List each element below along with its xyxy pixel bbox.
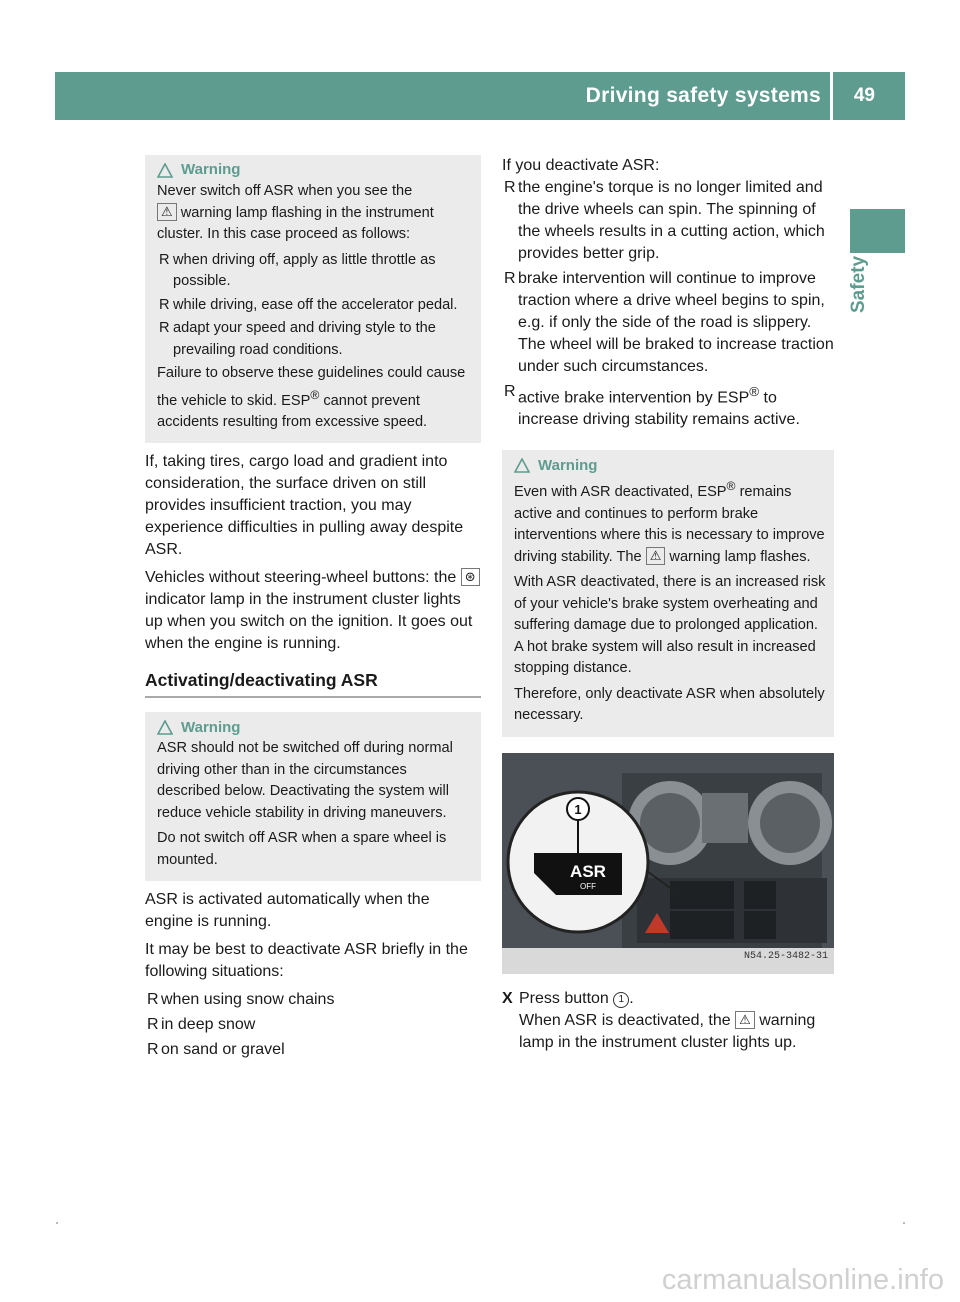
warning-text: Even with ASR deactivated, ESP® remains active and continues to perform brake interventions where this is necessary to improve driving stability. The ⚠ warning lamp flashes.: [514, 479, 825, 565]
section-title: Driving safety systems: [585, 84, 821, 107]
asr-button-sublabel: OFF: [580, 881, 596, 891]
warning-lamp-icon: ⚠: [735, 1011, 755, 1029]
paragraph: If you deactivate ASR:: [502, 157, 660, 174]
warning-title: Warning: [181, 718, 241, 736]
warning-title: Warning: [181, 161, 241, 179]
warning-triangle-icon: [157, 720, 173, 735]
warning-heading: [157, 159, 473, 181]
chapter-tab: [850, 209, 905, 253]
step-marker-icon: X: [502, 989, 513, 1007]
bullet-icon: R: [147, 1016, 159, 1034]
dashboard-figure: [502, 753, 834, 974]
bullet-icon: R: [147, 1041, 159, 1059]
left-column: [145, 155, 481, 1064]
warning-heading: [157, 716, 473, 738]
callout-ref: 1: [613, 992, 629, 1008]
header-divider: [830, 72, 833, 120]
warning-text: With ASR deactivated, there is an increased risk of your vehicle's brake system overheating and suffering damage due to prolonged application. A hot brake system will also result in increased stopping distance.: [514, 574, 826, 677]
page-header: [55, 72, 905, 120]
asr-button-label: ASR: [570, 861, 606, 881]
page-number: 49: [853, 85, 875, 106]
warning-box: [502, 450, 834, 736]
bullet-icon: R: [159, 251, 170, 268]
list-item: R active brake intervention by ESP® to increase driving stability remains active.: [502, 381, 834, 431]
paragraph: Vehicles without steering-wheel buttons: the ⊛ indicator lamp in the instrument cluster lights up when you switch on the ignition. It goes out when the engine is running.: [145, 567, 481, 655]
list-item: R the engine's torque is no longer limited and the drive wheels can spin. The spinning of the wheels results in a cutting action, which provides better grip.: [502, 177, 834, 265]
instruction-text: Press button 1 .: [519, 989, 634, 1007]
warning-title: Warning: [538, 456, 598, 474]
list-item: R brake intervention will continue to improve traction where a drive wheel begins to spin, e.g. if only the side of the road is slippery. The wheel will be braked to increase traction under such circumstances.: [502, 268, 834, 378]
bullet-icon: R: [504, 270, 516, 287]
warning-box: [145, 155, 481, 443]
warning-text: ASR should not be switched off during normal driving other than in the circumstances described below. Deactivating the system will reduce vehicle stability in driving maneuvers.: [157, 740, 453, 821]
warning-text: Therefore, only deactivate ASR when absolutely necessary.: [514, 685, 825, 724]
bullet-icon: R: [159, 320, 170, 336]
warning-heading: [514, 454, 826, 476]
warning-box: [145, 712, 481, 881]
list-item: R adapt your speed and driving style to the prevailing road conditions.: [157, 318, 473, 361]
warning-lamp-icon: ⚠: [646, 547, 666, 565]
warning-text: Failure to observe these guidelines could cause the vehicle to skid. ESP® cannot prevent accidents resulting from excessive speed.: [157, 365, 466, 430]
figure-code: N54.25-3482-31: [743, 950, 828, 962]
warning-triangle-icon: [157, 163, 173, 178]
crop-mark: [903, 1222, 905, 1224]
callout-number: 1: [574, 801, 582, 817]
watermark: carmanualsonline.info: [661, 1264, 944, 1296]
list-item: R on sand or gravel: [145, 1039, 481, 1061]
warning-lamp-icon: ⚠: [157, 203, 177, 221]
list-item: R when using snow chains: [145, 989, 481, 1011]
chapter-label: Safety: [848, 256, 869, 314]
bullet-icon: R: [504, 383, 516, 400]
instruction-step: [502, 988, 834, 1054]
right-column: [502, 155, 834, 1054]
asr-indicator-icon: ⊛: [461, 568, 480, 586]
warning-text: Never switch off ASR when you see the ⚠ warning lamp flashing in the instrument cluster. In this case proceed as follows:: [157, 183, 434, 242]
list-item: R while driving, ease off the accelerator pedal.: [157, 295, 473, 317]
paragraph: If, taking tires, cargo load and gradient into consideration, the surface driven on still provides insufficient traction, you may experience difficulties in pulling away despite ASR.: [145, 453, 464, 559]
bullet-icon: R: [147, 991, 159, 1009]
dashboard-illustration: [502, 753, 834, 974]
warning-text: Do not switch off ASR when a spare wheel is mounted.: [157, 830, 447, 868]
subsection-heading: Activating/deactivating ASR: [145, 669, 481, 698]
list-item: R when driving off, apply as little throttle as possible.: [157, 250, 473, 293]
list-item: R in deep snow: [145, 1014, 481, 1036]
bullet-icon: R: [504, 179, 516, 196]
paragraph: ASR is activated automatically when the engine is running.: [145, 891, 430, 931]
crop-mark: [56, 1222, 58, 1224]
warning-triangle-icon: [514, 458, 530, 473]
result-text: When ASR is deactivated, the ⚠ warning lamp in the instrument cluster lights up.: [519, 1011, 816, 1051]
paragraph: It may be best to deactivate ASR briefly in the following situations:: [145, 941, 468, 981]
bullet-icon: R: [159, 296, 170, 313]
